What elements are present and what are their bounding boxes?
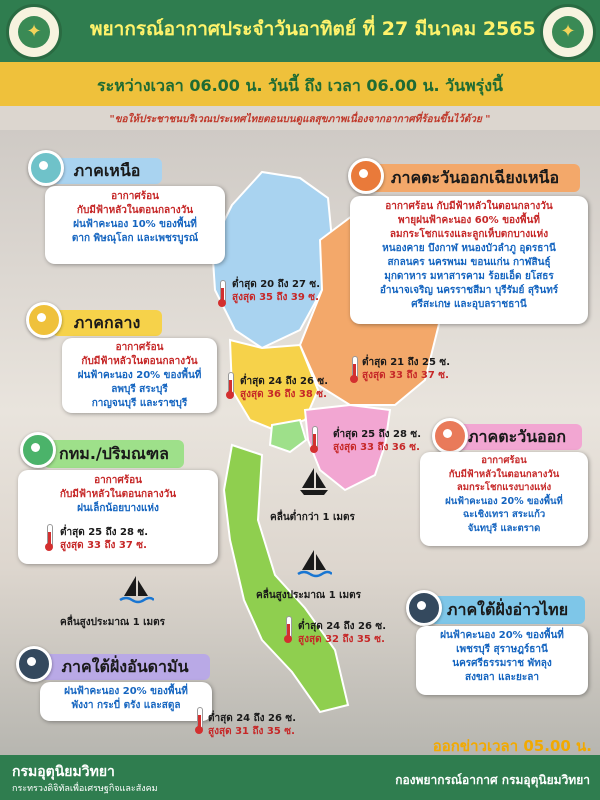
south-gulf-line-2: เพชรบุรี สุราษฎร์ธานี [456, 644, 548, 655]
department-name: กรมอุตุนิยมวิทยา [12, 764, 115, 780]
east-line-2: กับมีฟ้าหลัวในตอนกลางวัน [448, 468, 560, 480]
northeast-line-4: หนองคาย บึงกาฬ หนองบัวลำภู อุดรธานี [382, 243, 556, 254]
ministry-name: กระทรวงดิจิทัลเพื่อเศรษฐกิจและสังคม [12, 784, 158, 794]
region-south-andaman-title: ภาคใต้ฝั่งอันดามัน [40, 654, 210, 680]
north-line-4: ตาก พิษณุโลก และเพชรบูรณ์ [71, 233, 199, 244]
region-south-gulf-card [416, 626, 588, 695]
sailboat-icon [296, 466, 332, 498]
wave-gulf-upper: คลื่นต่ำกว่า 1 เมตร [270, 512, 355, 523]
bangkok-temp [60, 526, 148, 552]
east-line-1: อากาศร้อน [481, 455, 527, 466]
division-name: กองพยากรณ์อากาศ กรมอุตุนิยมวิทยา [395, 773, 590, 787]
bangkok-min: ต่ำสุด 25 ถึง 28 ซ. [60, 527, 148, 538]
region-south-gulf-title: ภาคใต้ฝั่งอ่าวไทย [430, 596, 585, 624]
northeast-line-5: สกลนคร นครพนม ขอนแก่น กาฬสินธุ์ [387, 257, 551, 268]
south-gulf-max: สูงสุด 32 ถึง 35 ซ. [298, 634, 385, 645]
location-pin-icon [20, 432, 56, 468]
central-line-3: ฝนฟ้าคะนอง 20% ของพื้นที่ [77, 370, 202, 381]
thermometer-icon [218, 280, 226, 308]
central-line-5: กาญจนบุรี และราชบุรี [91, 398, 188, 409]
east-line-3: ลมกระโชกแรงบางแห่ง [456, 482, 552, 493]
location-pin-icon [16, 646, 52, 682]
thermometer-icon [284, 616, 292, 644]
region-bangkok-title: กทม./ปริมณฑล [44, 440, 184, 468]
east-line-6: จันทบุรี และตราด [467, 522, 541, 534]
northeast-line-8: ศรีสะเกษ และอุบลราชธานี [411, 299, 527, 310]
region-northeast-title: ภาคตะวันออกเฉียงเหนือ [370, 164, 580, 192]
bangkok-max: สูงสุด 33 ถึง 37 ซ. [60, 540, 147, 551]
northeast-line-6: มุกดาหาร มหาสารคาม ร้อยเอ็ด ยโสธร [384, 271, 554, 282]
south-andaman-temp [208, 712, 296, 738]
east-min: ต่ำสุด 25 ถึง 28 ซ. [333, 429, 421, 440]
south-gulf-min: ต่ำสุด 24 ถึง 26 ซ. [298, 621, 386, 632]
thermometer-icon [226, 372, 234, 400]
central-max: สูงสุด 36 ถึง 38 ซ. [240, 389, 327, 400]
region-south-andaman-card [40, 682, 212, 721]
central-line-1: อากาศร้อน [115, 342, 164, 353]
east-max: สูงสุด 33 ถึง 36 ซ. [333, 442, 420, 453]
thermometer-icon [310, 426, 318, 454]
issue-time: ออกข่าวเวลา 05.00 น. [432, 737, 592, 755]
south-gulf-line-4: สงขลา และยะลา [465, 672, 539, 683]
thermometer-icon [195, 707, 203, 735]
east-temp [333, 428, 421, 454]
south-gulf-line-1: ฝนฟ้าคะนอง 20% ของพื้นที่ [440, 630, 564, 641]
tmd-logo-left: ✦ [6, 4, 62, 60]
bangkok-line-2: กับมีฟ้าหลัวในตอนกลางวัน [59, 489, 177, 500]
south-andaman-max: สูงสุด 31 ถึง 35 ซ. [208, 726, 295, 737]
northeast-line-1: อากาศร้อน กับมีฟ้าหลัวในตอนกลางวัน [385, 201, 553, 212]
location-pin-icon [406, 590, 442, 626]
north-line-3: ฝนฟ้าคะนอง 10% ของพื้นที่ [73, 219, 197, 230]
south-gulf-temp [298, 620, 386, 646]
map-bangkok [270, 420, 306, 452]
north-line-2: กับมีฟ้าหลัวในตอนกลางวัน [76, 205, 194, 216]
south-andaman-line-2: พังงา กระบี่ ตรัง และสตูล [71, 700, 181, 711]
northeast-max: สูงสุด 33 ถึง 37 ซ. [362, 370, 449, 381]
wave-gulf-lower: คลื่นสูงประมาณ 1 เมตร [256, 590, 362, 601]
sailboat-icon [296, 548, 332, 580]
tmd-logo-right: ✦ [540, 4, 596, 60]
central-line-2: กับมีฟ้าหลัวในตอนกลางวัน [81, 356, 198, 367]
location-pin-icon [26, 302, 62, 338]
northeast-min: ต่ำสุด 21 ถึง 25 ซ. [362, 357, 450, 368]
location-pin-icon [432, 418, 468, 454]
central-temp [240, 375, 328, 401]
sailboat-icon [118, 574, 154, 606]
location-pin-icon [348, 158, 384, 194]
central-min: ต่ำสุด 24 ถึง 26 ซ. [240, 376, 328, 387]
north-max: สูงสุด 35 ถึง 39 ซ. [232, 292, 319, 303]
advice-text: "ขอให้ประชาชนบริเวณประเทศไทยตอนบนดูแลสุขภาพเนื่องจากอากาศที่ร้อนขึ้นไว้ด้วย " [109, 114, 491, 125]
central-line-4: ลพบุรี สระบุรี [111, 384, 168, 395]
northeast-temp [362, 356, 450, 382]
bangkok-line-3: ฝนเล็กน้อยบางแห่ง [77, 503, 159, 514]
location-pin-icon [28, 150, 64, 186]
bangkok-line-1: อากาศร้อน [94, 475, 142, 486]
south-gulf-line-3: นครศรีธรรมราช พัทลุง [452, 658, 552, 669]
northeast-line-2: พายุฝนฟ้าคะนอง 60% ของพื้นที่ [398, 215, 540, 226]
period-text: ระหว่างเวลา 06.00 น. วันนี้ ถึง เวลา 06.00 น. วันพรุ่งนี้ [97, 76, 503, 95]
east-line-4: ฝนฟ้าคะนอง 20% ของพื้นที่ [445, 495, 563, 507]
south-andaman-line-1: ฝนฟ้าคะนอง 20% ของพื้นที่ [64, 686, 188, 697]
region-north-card [45, 186, 225, 264]
south-andaman-min: ต่ำสุด 24 ถึง 26 ซ. [208, 713, 296, 724]
region-central-title: ภาคกลาง [52, 310, 162, 336]
thermometer-icon [45, 524, 53, 552]
north-min: ต่ำสุด 20 ถึง 27 ซ. [232, 279, 320, 290]
wave-andaman: คลื่นสูงประมาณ 1 เมตร [60, 617, 166, 628]
region-east-card [420, 452, 588, 546]
region-east-title: ภาคตะวันออก [452, 424, 582, 450]
northeast-line-3: ลมกระโชกแรงและลูกเห็บตกบางแห่ง [389, 229, 549, 240]
page-title: พยากรณ์อากาศประจำวันอาทิตย์ ที่ 27 มีนาคม 2565 [90, 18, 536, 40]
region-northeast-card [350, 196, 588, 324]
north-line-1: อากาศร้อน [111, 191, 159, 202]
north-temp [232, 278, 320, 304]
thermometer-icon [350, 356, 358, 384]
region-north-title: ภาคเหนือ [52, 158, 162, 184]
northeast-line-7: อำนาจเจริญ นครราชสีมา บุรีรัมย์ สุรินทร์ [379, 285, 559, 296]
east-line-5: ฉะเชิงเทรา สระแก้ว [462, 509, 546, 520]
region-central-card [62, 338, 217, 413]
